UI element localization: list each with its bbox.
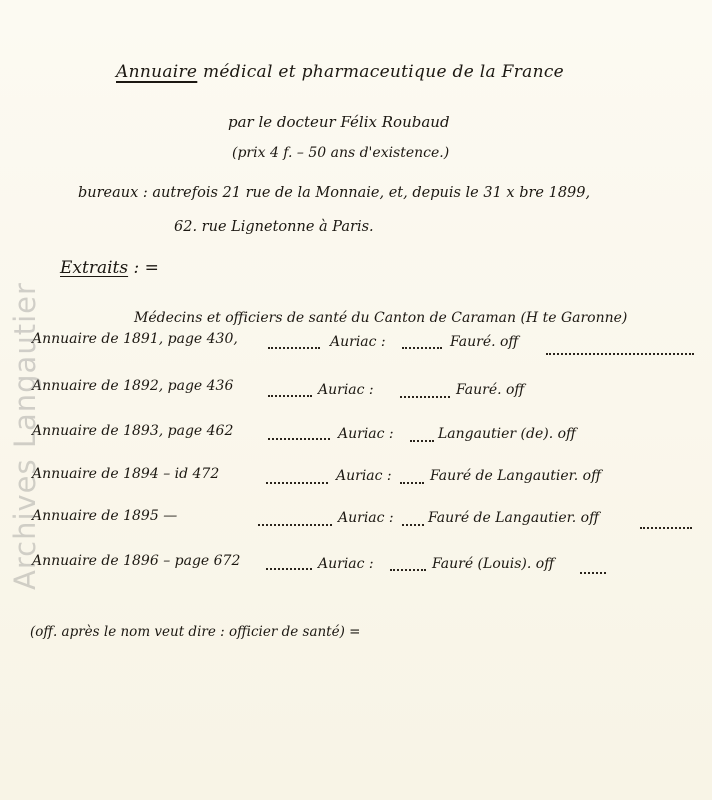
entry-row-3 [32, 423, 233, 439]
leader-dots [640, 527, 692, 529]
leader-dots [546, 353, 694, 355]
leader-dots [400, 482, 424, 484]
entry-row-2 [32, 378, 233, 394]
leader-dots [390, 569, 426, 571]
document-title [116, 62, 564, 82]
entry-row-5 [32, 508, 177, 524]
entry-commune: Auriac : [338, 426, 394, 442]
entry-name: Fauré de Langautier. off [430, 468, 602, 484]
leader-dots [410, 440, 434, 442]
leader-dots [268, 438, 330, 440]
entry-name: Fauré. off [456, 382, 525, 398]
entry-annuaire: Annuaire de 1896 – page 672 [32, 553, 241, 569]
entry-annuaire: Annuaire de 1894 – id 472 [32, 466, 220, 482]
entry-name: Fauré de Langautier. off [428, 510, 600, 526]
entry-commune: Auriac : [336, 468, 392, 484]
extraits-label: Extraits [60, 258, 129, 278]
leader-dots [266, 482, 328, 484]
archive-watermark: Archives Langautier [8, 282, 42, 590]
leader-dots [402, 524, 424, 526]
leader-dots [268, 395, 312, 397]
entry-row-6 [32, 553, 240, 569]
extraits-suffix: : = [128, 258, 159, 278]
leader-dots [400, 396, 450, 398]
leader-dots [580, 572, 606, 574]
leader-dots [258, 524, 332, 526]
entry-annuaire: Annuaire de 1895 — [32, 508, 178, 524]
entry-commune: Auriac : [318, 382, 374, 398]
extraits-heading [60, 258, 159, 278]
bureaux-line-1: bureaux : autrefois 21 rue de la Monnaie, et, depuis le 31 x bre 1899, [78, 185, 591, 201]
entry-row-4 [32, 466, 219, 482]
leader-dots [402, 347, 442, 349]
title-rest: médical et pharmaceutique de la France [197, 62, 565, 82]
entry-commune: Auriac : [330, 334, 386, 350]
entry-name: Fauré. off [450, 334, 519, 350]
entry-annuaire: Annuaire de 1891, page 430, [32, 331, 238, 347]
price-line: (prix 4 f. – 50 ans d'existence.) [232, 145, 450, 161]
entry-name: Langautier (de). off [438, 426, 576, 442]
title-underlined-word: Annuaire [116, 62, 198, 82]
abbreviation-note: (off. après le nom veut dire : officier de santé) = [30, 624, 361, 640]
author-line: par le docteur Félix Roubaud [228, 113, 450, 131]
entry-row-1 [32, 331, 238, 347]
entry-annuaire: Annuaire de 1892, page 436 [32, 378, 234, 394]
entry-name: Fauré (Louis). off [432, 556, 555, 572]
entry-commune: Auriac : [318, 556, 374, 572]
entry-commune: Auriac : [338, 510, 394, 526]
bureaux-line-2: 62. rue Lignetonne à Paris. [174, 219, 374, 235]
leader-dots [266, 568, 312, 570]
leader-dots [268, 347, 320, 349]
canton-subheading: Médecins et officiers de santé du Canton de Caraman (H te Garonne) [134, 310, 628, 326]
entry-annuaire: Annuaire de 1893, page 462 [32, 423, 234, 439]
